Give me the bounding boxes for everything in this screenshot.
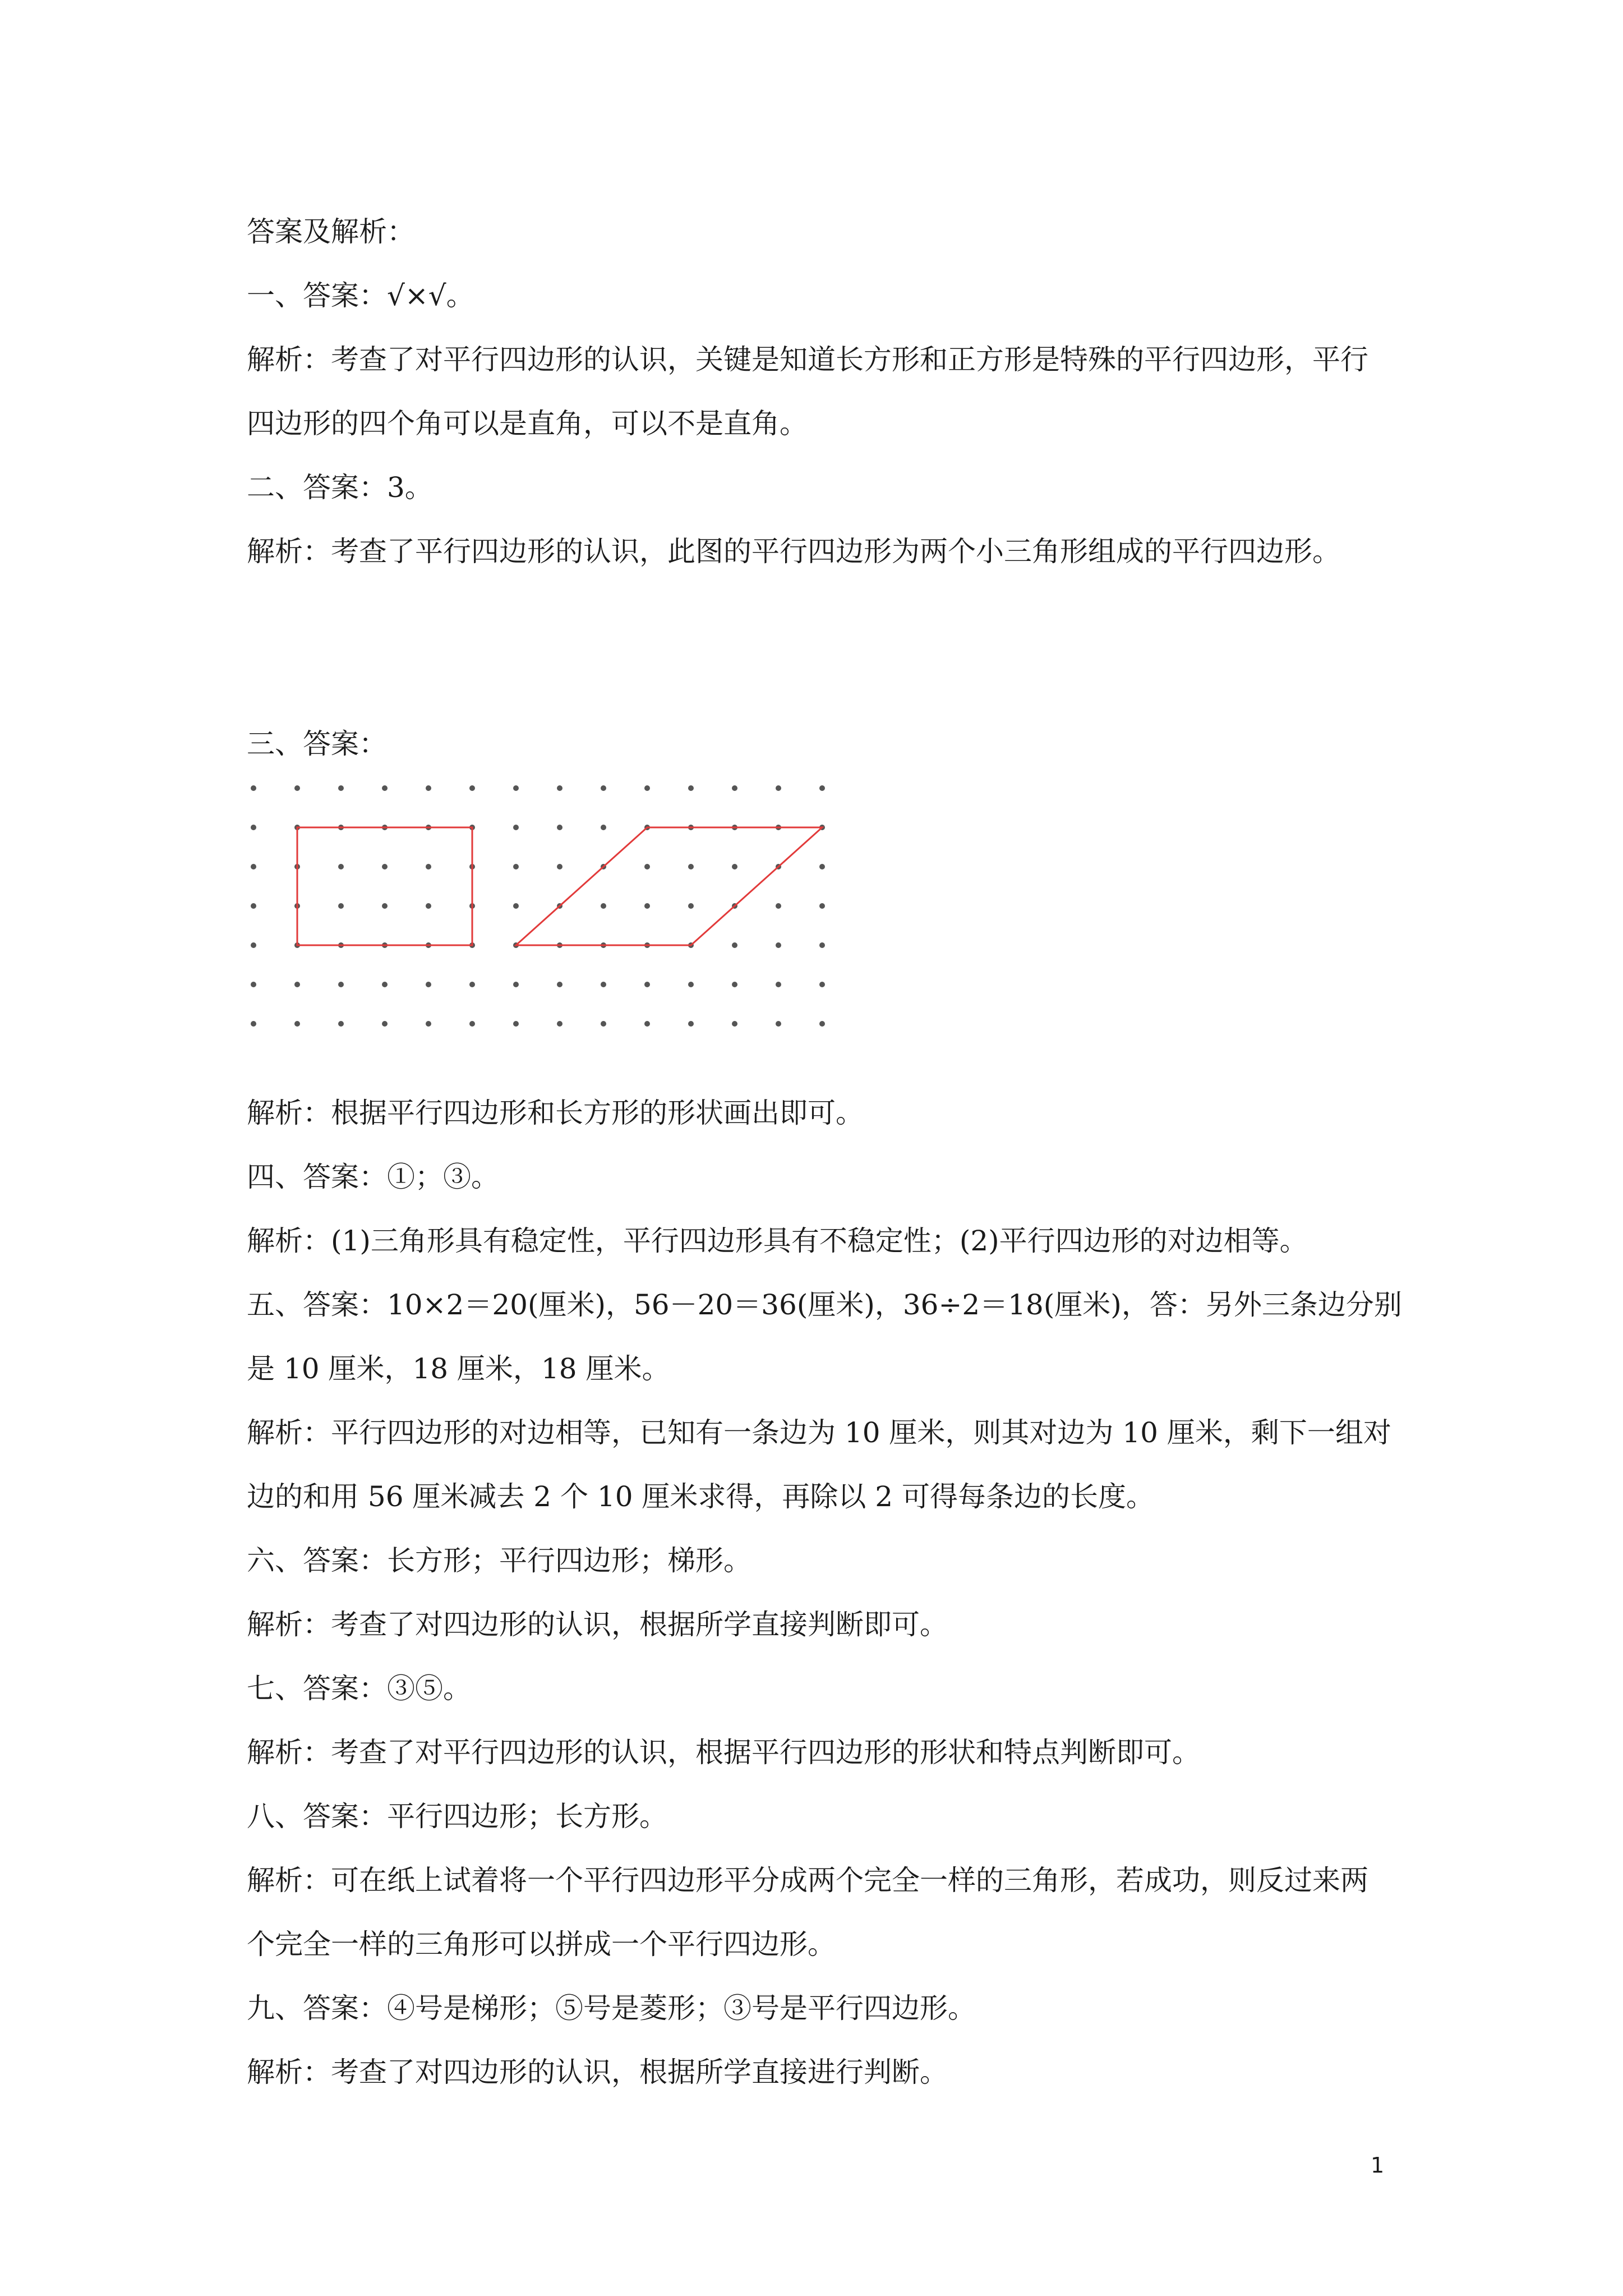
page-number: 1 [1371, 2153, 1385, 2178]
grid-dot [601, 903, 606, 909]
q6-answer: 六、答案：长方形；平行四边形；梯形。 [247, 1544, 751, 1577]
q9-answer: 九、答案：④号是梯形；⑤号是菱形；③号是平行四边形。 [247, 1992, 976, 2024]
grid-dot [601, 825, 606, 830]
grid-dot [732, 785, 737, 791]
grid-dot [338, 903, 344, 909]
grid-dot [819, 942, 825, 948]
grid-dot [251, 903, 256, 909]
grid-dot [776, 903, 781, 909]
q5-analysis-line2: 边的和用 56 厘米减去 2 个 10 厘米求得，再除以 2 可得每条边的长度。 [247, 1480, 1155, 1513]
grid-dot [776, 942, 781, 948]
grid-dot [688, 864, 694, 869]
grid-dot [294, 982, 300, 987]
grid-dot [382, 903, 388, 909]
grid-dot [426, 1021, 431, 1027]
grid-dot [513, 982, 519, 987]
grid-dot [338, 864, 344, 869]
dot-grid-figure [247, 777, 841, 1069]
grid-dot [469, 1021, 475, 1027]
q4-analysis: 解析：(1)三角形具有稳定性，平行四边形具有不稳定性；(2)平行四边形的对边相等。 [247, 1225, 1308, 1257]
grid-dot [601, 1021, 606, 1027]
grid-dot [338, 785, 344, 791]
grid-dot [251, 785, 256, 791]
grid-dot [557, 982, 562, 987]
grid-dot [557, 825, 562, 830]
grid-dot [644, 785, 650, 791]
grid-dot [776, 1021, 781, 1027]
grid-dot [513, 1021, 519, 1027]
grid-dot [601, 982, 606, 987]
q2-analysis: 解析：考查了平行四边形的认识，此图的平行四边形为两个小三角形组成的平行四边形。 [247, 535, 1340, 568]
grid-dot [732, 982, 737, 987]
grid-dot [601, 785, 606, 791]
q8-analysis-line1: 解析：可在纸上试着将一个平行四边形平分成两个完全一样的三角形，若成功，则反过来两 [247, 1864, 1368, 1897]
q1-analysis-line2: 四边形的四个角可以是直角，可以不是直角。 [247, 407, 808, 440]
grid-dot [819, 982, 825, 987]
grid-dot [338, 982, 344, 987]
grid-dot [776, 785, 781, 791]
q8-answer: 八、答案：平行四边形；长方形。 [247, 1800, 667, 1833]
grid-dot [557, 1021, 562, 1027]
grid-dot [251, 1021, 256, 1027]
answers-heading: 答案及解析： [247, 215, 415, 248]
q1-answer: 一、答案：√×√。 [247, 279, 474, 312]
grid-dot [819, 785, 825, 791]
grid-dot [513, 864, 519, 869]
grid-dot [732, 942, 737, 948]
q5-answer-line2: 是 10 厘米，18 厘米，18 厘米。 [247, 1352, 670, 1385]
grid-dot [644, 982, 650, 987]
grid-dot [469, 785, 475, 791]
grid-dot [251, 864, 256, 869]
grid-dot [382, 864, 388, 869]
grid-dot [688, 1021, 694, 1027]
grid-dot [426, 785, 431, 791]
grid-dot [688, 903, 694, 909]
q7-answer: 七、答案：③⑤。 [247, 1672, 471, 1705]
drawn-parallelogram [516, 827, 822, 945]
grid-dot [732, 864, 737, 869]
grid-dot [382, 1021, 388, 1027]
grid-dot [819, 903, 825, 909]
grid-dot [251, 942, 256, 948]
q6-analysis: 解析：考查了对四边形的认识，根据所学直接判断即可。 [247, 1608, 948, 1641]
q5-analysis-line1: 解析：平行四边形的对边相等，已知有一条边为 10 厘米，则其对边为 10 厘米，剩下一组对 [247, 1416, 1391, 1449]
grid-dots [251, 785, 825, 1027]
grid-dot [294, 785, 300, 791]
q2-answer: 二、答案：3。 [247, 471, 433, 504]
grid-dot [469, 982, 475, 987]
grid-dot [819, 864, 825, 869]
grid-dot [644, 903, 650, 909]
grid-dot [557, 864, 562, 869]
grid-dot [426, 903, 431, 909]
grid-dot [776, 982, 781, 987]
grid-dot [644, 1021, 650, 1027]
grid-dot [513, 903, 519, 909]
grid-dot [513, 825, 519, 830]
grid-dot [338, 1021, 344, 1027]
grid-dot [251, 825, 256, 830]
grid-dot [382, 982, 388, 987]
grid-dot [819, 1021, 825, 1027]
q7-analysis: 解析：考查了对平行四边形的认识，根据平行四边形的形状和特点判断即可。 [247, 1736, 1200, 1769]
grid-dot [382, 785, 388, 791]
grid-dot [426, 864, 431, 869]
drawn-rectangle [297, 827, 472, 945]
grid-dot [557, 785, 562, 791]
q9-analysis: 解析：考查了对四边形的认识，根据所学直接进行判断。 [247, 2056, 948, 2088]
q1-analysis-line1: 解析：考查了对平行四边形的认识，关键是知道长方形和正方形是特殊的平行四边形，平行 [247, 343, 1368, 376]
q3-answer: 三、答案： [247, 728, 387, 760]
grid-dot [251, 982, 256, 987]
q3-analysis: 解析：根据平行四边形和长方形的形状画出即可。 [247, 1097, 864, 1129]
q4-answer: 四、答案：①；③。 [247, 1161, 499, 1193]
grid-dot [688, 785, 694, 791]
q8-analysis-line2: 个完全一样的三角形可以拼成一个平行四边形。 [247, 1928, 836, 1961]
q5-answer-line1: 五、答案：10×2＝20(厘米)，56－20＝36(厘米)，36÷2＝18(厘米)，答：另外三条边分别 [247, 1289, 1402, 1321]
grid-dot [513, 785, 519, 791]
grid-dot [426, 982, 431, 987]
grid-dot [688, 982, 694, 987]
grid-dot [644, 864, 650, 869]
grid-dot [294, 1021, 300, 1027]
grid-dot [732, 1021, 737, 1027]
